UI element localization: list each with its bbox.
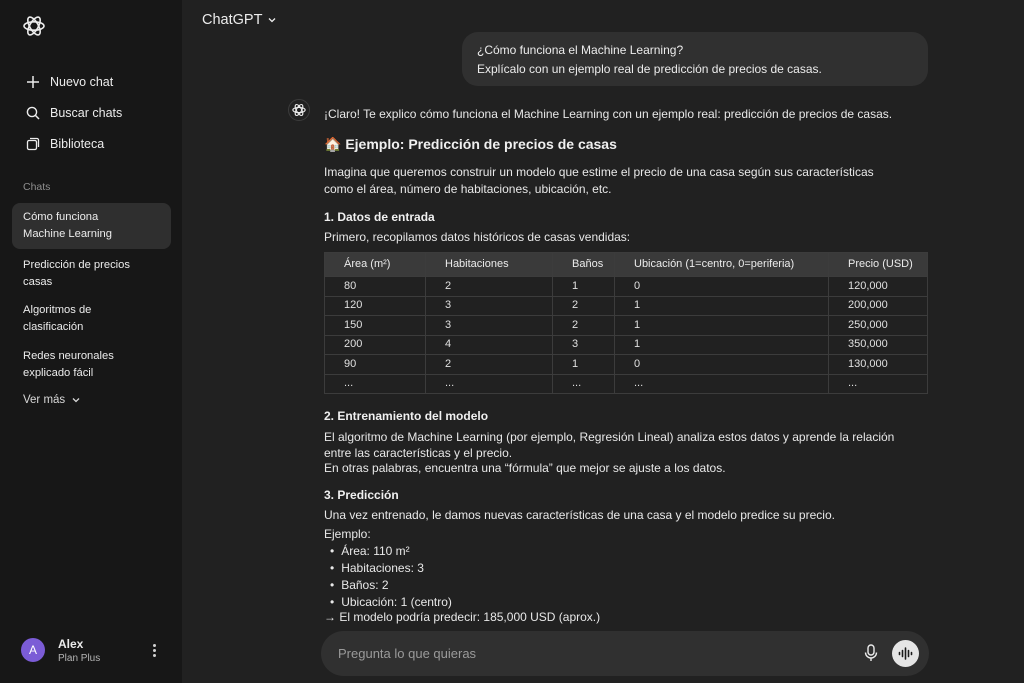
user-message-line: ¿Cómo funciona el Machine Learning? (477, 43, 684, 57)
table-cell: 3 (553, 335, 615, 355)
example-description (324, 164, 884, 198)
table-header: Área (m²) (325, 253, 426, 277)
message-composer (321, 631, 929, 676)
table-cell: 3 (426, 296, 553, 316)
list-item: • Ubicación: 1 (centro) (330, 594, 452, 611)
list-item: • Área: 110 m² (330, 543, 452, 560)
table-cell: ... (829, 374, 928, 394)
model-name: ChatGPT (202, 12, 263, 28)
paragraph-line: Ejemplo: (324, 527, 371, 541)
table-row (325, 296, 928, 316)
search-chats-label: Buscar chats (50, 106, 123, 120)
model-selector[interactable] (202, 12, 277, 28)
table-cell: 150 (325, 316, 426, 336)
table-cell: 4 (426, 335, 553, 355)
table-cell: 1 (553, 277, 615, 297)
chat-item-line: casas (23, 276, 53, 288)
house-emoji-icon: 🏠 (324, 136, 342, 152)
user-plan: Plan Plus (58, 652, 101, 664)
chevron-down-icon (267, 15, 277, 25)
table-cell: 1 (553, 355, 615, 375)
chat-item-how-ml-works[interactable] (12, 203, 171, 249)
assistant-avatar-icon (288, 99, 310, 121)
example-heading (324, 136, 617, 153)
table-cell: 2 (426, 355, 553, 375)
user-message-line: Explícalo con un ejemplo real de predicción de precios de casas. (477, 62, 822, 76)
table-cell: ... (615, 374, 829, 394)
new-chat-button[interactable] (12, 69, 172, 95)
list-item: • Baños: 2 (330, 577, 452, 594)
waveform-icon (898, 647, 913, 660)
housing-data-table (324, 252, 928, 394)
library-icon (25, 136, 41, 152)
table-cell: 1 (615, 335, 829, 355)
table-header: Ubicación (1=centro, 0=periferia) (615, 253, 829, 277)
chat-item-house-prices[interactable] (12, 251, 171, 297)
table-row (325, 335, 928, 355)
table-cell: 120 (325, 296, 426, 316)
chat-item-neural-networks[interactable] (12, 342, 171, 388)
chat-item-classification[interactable] (12, 296, 171, 342)
paragraph-line: Imagina que queremos construir un modelo que estime el precio de una casa según sus características (324, 165, 874, 179)
table-row (325, 277, 928, 297)
show-more-button[interactable] (23, 394, 81, 406)
table-row (325, 316, 928, 336)
library-label: Biblioteca (50, 137, 105, 151)
chat-item-line: Algoritmos de (23, 304, 92, 316)
new-chat-label: Nuevo chat (50, 75, 114, 89)
example-features-list (330, 543, 452, 611)
table-cell: 3 (426, 316, 553, 336)
paragraph-line: entre las características y el precio. (324, 446, 513, 460)
table-cell: 90 (325, 355, 426, 375)
table-cell: 200,000 (829, 296, 928, 316)
table-cell: 2 (553, 296, 615, 316)
chats-section-title: Chats (23, 181, 51, 193)
avatar: A (21, 638, 45, 662)
paragraph-line: como el área, número de habitaciones, ubicación, etc. (324, 182, 612, 196)
table-cell: 200 (325, 335, 426, 355)
sidebar (0, 0, 182, 683)
table-cell: 1 (615, 316, 829, 336)
search-icon (25, 105, 41, 121)
section-1-title: 1. Datos de entrada (324, 210, 435, 224)
microphone-icon[interactable] (862, 643, 880, 663)
table-header: Precio (USD) (829, 253, 928, 277)
prompt-input[interactable] (338, 643, 838, 663)
answer-intro: ¡Claro! Te explico cómo funciona el Machine Learning con un ejemplo real: predicción de precios de casas. (324, 107, 893, 121)
table-header-row (325, 253, 928, 277)
user-menu[interactable] (12, 630, 172, 670)
table-row (325, 355, 928, 375)
library-button[interactable] (12, 131, 172, 157)
table-cell: 80 (325, 277, 426, 297)
prediction-line: → El modelo podría predecir: 185,000 USD (aprox.) (324, 610, 601, 624)
show-more-label: Ver más (23, 394, 66, 406)
paragraph-line: El algoritmo de Machine Learning (por ejemplo, Regresión Lineal) analiza estos datos y aprende la relación (324, 430, 895, 444)
table-header: Habitaciones (426, 253, 553, 277)
voice-mode-button[interactable] (892, 640, 919, 667)
chat-item-line: clasificación (23, 321, 84, 333)
search-chats-button[interactable] (12, 100, 172, 126)
table-cell: 2 (553, 316, 615, 336)
section-2-title: 2. Entrenamiento del modelo (324, 409, 489, 423)
chat-item-line: explicado fácil (23, 367, 94, 379)
table-cell: ... (426, 374, 553, 394)
more-options-icon[interactable] (146, 640, 162, 660)
example-title: Ejemplo: Predicción de precios de casas (345, 136, 617, 152)
table-cell: 0 (615, 277, 829, 297)
table-row (325, 374, 928, 394)
table-cell: ... (553, 374, 615, 394)
table-cell: 120,000 (829, 277, 928, 297)
list-item: • Habitaciones: 3 (330, 560, 452, 577)
user-message-bubble (462, 32, 928, 86)
table-cell: 2 (426, 277, 553, 297)
openai-logo-icon[interactable] (21, 13, 47, 39)
chat-item-line: Predicción de precios (23, 259, 130, 271)
section-1-text: Primero, recopilamos datos históricos de casas vendidas: (324, 230, 631, 244)
table-cell: 1 (615, 296, 829, 316)
user-name: Alex (58, 636, 84, 651)
table-cell: 250,000 (829, 316, 928, 336)
paragraph-line: Una vez entrenado, le damos nuevas características de una casa y el modelo predice su precio. (324, 508, 835, 522)
paragraph-line: En otras palabras, encuentra una “fórmula” que mejor se ajuste a los datos. (324, 461, 726, 475)
table-cell: 0 (615, 355, 829, 375)
chat-item-line: Machine Learning (23, 228, 112, 240)
table-header: Baños (553, 253, 615, 277)
chat-item-line: Cómo funciona (23, 211, 99, 223)
chevron-down-icon (71, 395, 81, 405)
table-cell: 130,000 (829, 355, 928, 375)
section-3-title: 3. Predicción (324, 488, 399, 502)
plus-icon (25, 74, 41, 90)
chat-item-line: Redes neuronales (23, 350, 114, 362)
table-cell: ... (325, 374, 426, 394)
table-cell: 350,000 (829, 335, 928, 355)
